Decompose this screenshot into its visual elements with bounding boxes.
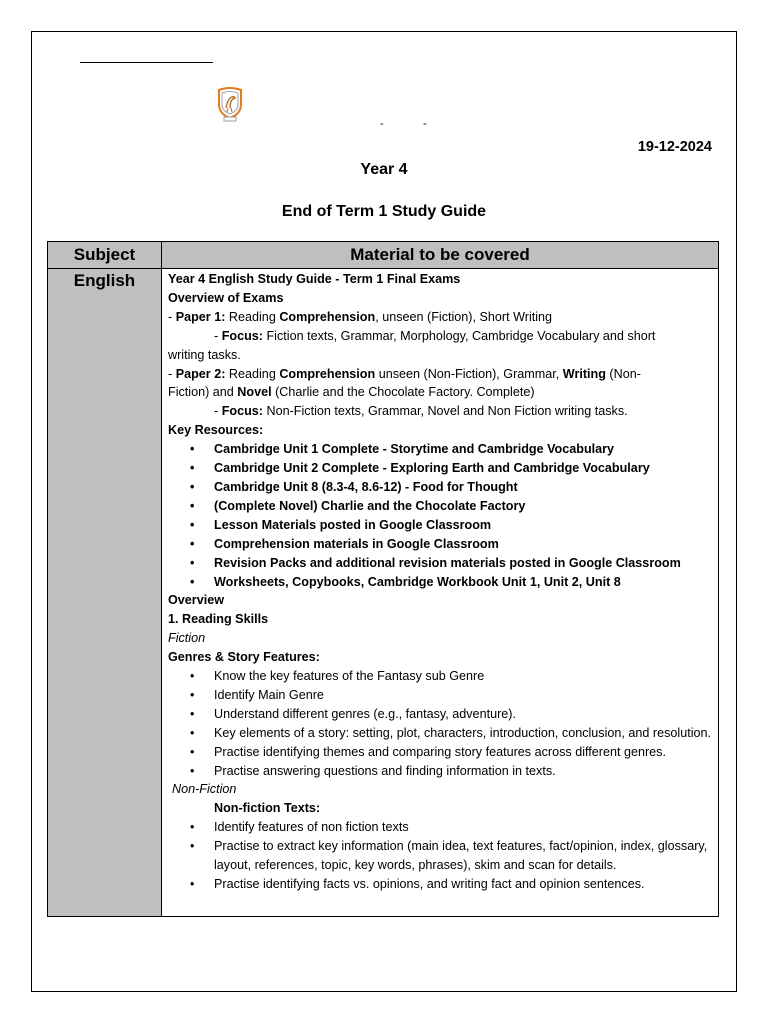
signature-line xyxy=(80,62,213,63)
genres-list xyxy=(168,667,713,780)
header-dash-right: - xyxy=(423,118,427,130)
resources-list xyxy=(168,440,713,591)
list-item: • Practise to extract key information (main idea, text features, fact/opinion, index, glossary, layout, references, topic, key words, phrases), skim and scan for details. xyxy=(168,837,713,875)
list-item: • Practise answering questions and finding information in texts. xyxy=(168,762,713,781)
header-dash-left: - xyxy=(380,118,384,130)
list-item: • Identify Main Genre xyxy=(168,686,713,705)
list-item: • Know the key features of the Fantasy sub Genre xyxy=(168,667,713,686)
year-title: Year 4 xyxy=(360,161,408,178)
paper1-line: - Paper 1: Reading Comprehension, unseen (Fiction), Short Writing xyxy=(168,309,553,324)
reading-skills-heading: 1. Reading Skills xyxy=(168,612,269,627)
focus1-line-2: writing tasks. xyxy=(168,347,241,362)
school-crest-icon xyxy=(216,86,244,122)
paper2-line-2: Fiction) and Novel (Charlie and the Chocolate Factory. Complete) xyxy=(168,385,535,400)
study-guide-title: End of Term 1 Study Guide xyxy=(281,203,487,220)
key-resources-heading: Key Resources: xyxy=(168,423,264,438)
genres-heading: Genres & Story Features: xyxy=(168,650,320,665)
list-item: • Understand different genres (e.g., fantasy, adventure). xyxy=(168,705,713,724)
non-fiction-label: Non-Fiction xyxy=(172,782,237,797)
list-item: • Cambridge Unit 2 Complete - Exploring Earth and Cambridge Vocabulary xyxy=(168,459,713,478)
study-guide-table xyxy=(47,241,719,917)
list-item: • Cambridge Unit 1 Complete - Storytime and Cambridge Vocabulary xyxy=(168,440,713,459)
list-item: • Comprehension materials in Google Classroom xyxy=(168,535,713,554)
fiction-label: Fiction xyxy=(168,631,206,646)
list-item: • Lesson Materials posted in Google Classroom xyxy=(168,516,713,535)
list-item: • Cambridge Unit 8 (8.3-4, 8.6-12) - Food for Thought xyxy=(168,478,713,497)
non-fiction-list xyxy=(168,818,713,894)
non-fiction-heading: Non-fiction Texts: xyxy=(214,801,321,816)
list-item: • Key elements of a story: setting, plot, characters, introduction, conclusion, and resolution. xyxy=(168,724,713,743)
material-cell xyxy=(162,269,719,917)
list-item: • Identify features of non fiction texts xyxy=(168,818,713,837)
paper2-line: - Paper 2: Reading Comprehension unseen (Non-Fiction), Grammar, Writing (Non- xyxy=(168,366,641,381)
header-subject: Subject xyxy=(48,242,162,269)
overview-of-exams: Overview of Exams xyxy=(168,290,284,305)
list-item: • (Complete Novel) Charlie and the Chocolate Factory xyxy=(168,497,713,516)
list-item: • Practise identifying themes and comparing story features across different genres. xyxy=(168,743,713,762)
table-row xyxy=(48,269,719,917)
subject-cell: English xyxy=(48,269,162,917)
overview-heading: Overview xyxy=(168,593,225,608)
guide-title: Year 4 English Study Guide - Term 1 Final Exams xyxy=(168,272,461,286)
list-item: • Practise identifying facts vs. opinions, and writing fact and opinion sentences. xyxy=(168,875,713,894)
focus1-line: - Focus: Fiction texts, Grammar, Morphology, Cambridge Vocabulary and short xyxy=(214,328,656,343)
list-item: • Revision Packs and additional revision materials posted in Google Classroom xyxy=(168,554,713,573)
header-material: Material to be covered xyxy=(162,242,719,269)
table-header-row xyxy=(48,242,719,269)
list-item: • Worksheets, Copybooks, Cambridge Workbook Unit 1, Unit 2, Unit 8 xyxy=(168,573,713,592)
document-date: 19-12-2024 xyxy=(637,139,712,155)
focus2-line: - Focus: Non-Fiction texts, Grammar, Novel and Non Fiction writing tasks. xyxy=(214,404,628,419)
